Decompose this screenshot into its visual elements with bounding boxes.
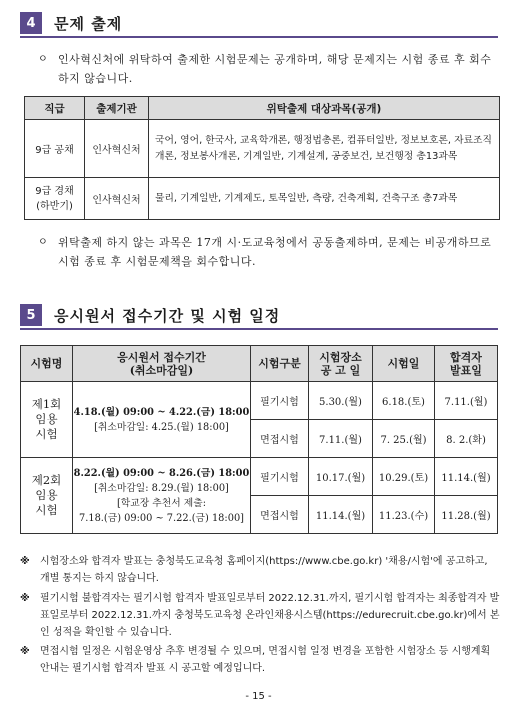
exam-schedule-table: [20, 345, 498, 534]
result-date-cell: 11.14.(월): [435, 458, 498, 496]
section-underline: [20, 328, 498, 330]
bullet-text: 위탁출제 하지 않는 과목은 17개 시·도교육청에서 공동출제하며, 문제는 비공개하므로 시험 종료 후 시험문제책을 회수합니다.: [58, 236, 492, 268]
header-grade: 직급: [25, 97, 85, 120]
table-row: [25, 178, 500, 220]
section-5-header: [20, 300, 498, 330]
header-type: 시험구분: [251, 346, 309, 382]
exam-date-cell: 10.29.(토): [373, 458, 435, 496]
exam-date-cell: 6.18.(토): [373, 382, 435, 420]
application-period-cell: 8.22.(월) 09:00 ~ 8.26.(금) 18:00 [취소마감일: 8.29.(월) 18:00] [학교장 추천서 제출: 7.18.(금) 09:00 ~ 7.22.(금) 18:00]: [73, 458, 251, 534]
note-item: [20, 553, 500, 587]
exam-date-cell: 7. 25.(월): [373, 420, 435, 458]
exam-type-cell: 면접시험: [251, 420, 309, 458]
subjects-cell: 물리, 기계일반, 기계제도, 토목일반, 측량, 건축계획, 건축구조 총7과목: [149, 178, 500, 220]
bullet-text: 인사혁신처에 위탁하여 출제한 시험문제는 공개하며, 해당 문제지는 시험 종료 후 회수하지 않습니다.: [58, 53, 492, 85]
outsourced-subjects-table: [24, 96, 500, 220]
header-result-date: 합격자 발표일: [435, 346, 498, 382]
table-header-row: [21, 346, 498, 382]
page-number: - 15 -: [245, 691, 272, 702]
exam-date-cell: 11.23.(수): [373, 496, 435, 534]
table-row: [25, 120, 500, 178]
grade-text: 9급 경채: [35, 185, 74, 197]
exam-type-cell: 필기시험: [251, 382, 309, 420]
exam-type-cell: 면접시험: [251, 496, 309, 534]
note-text: 면접시험 일정은 시험운영상 추후 변경될 수 있으며, 면접시험 일정 변경을 포함한 시험장소 등 시행계획 안내는 필기시험 합격자 발표 시 공고할 예정입니다.: [40, 646, 491, 674]
section-title: 문제 출제: [54, 14, 123, 33]
grade-cell: 9급 공채: [25, 120, 85, 178]
table-row: [21, 458, 498, 496]
header-exam-date: 시험일: [373, 346, 435, 382]
header-round: 시험명: [21, 346, 73, 382]
venue-date-cell: 7.11.(월): [309, 420, 373, 458]
note-mark: ※: [20, 646, 30, 657]
section-title: 응시원서 접수기간 및 시험 일정: [54, 306, 281, 325]
note-text: 필기시험 불합격자는 필기시험 합격자 발표일로부터 2022.12.31.까지, 필기시험 합격자는 최종합격자 발표일로부터 2022.12.31.까지 충청북도교육청 온라인채용시스템(https://edurecruit.cbe.go.kr)에서 본인 성적을 확인할 수 있습니다.: [40, 593, 500, 638]
section-number: 5: [20, 304, 42, 326]
section-underline: [20, 36, 498, 38]
grade-cell: [25, 178, 85, 220]
org-cell: 인사혁신처: [85, 120, 149, 178]
result-date-cell: 8. 2.(화): [435, 420, 498, 458]
application-period-cell: 4.18.(월) 09:00 ~ 4.22.(금) 18:00 [취소마감일: 4.25.(월) 18:00]: [73, 382, 251, 458]
note-item: [20, 643, 500, 677]
header-org: 출제기관: [85, 97, 149, 120]
venue-date-cell: 5.30.(월): [309, 382, 373, 420]
header-venue-announce: 시험장소 공 고 일: [309, 346, 373, 382]
section-number: 4: [20, 12, 42, 34]
round-name-cell: 제1회 임용 시험: [21, 382, 73, 458]
table-header-row: [25, 97, 500, 120]
note-text: 시험장소와 합격자 발표는 충청북도교육청 홈페이지(https://www.cbe.go.kr) '채용/시험'에 공고하고, 개별 통지는 하지 않습니다.: [40, 556, 488, 584]
bullet-paragraph: [38, 50, 498, 88]
result-date-cell: 11.28.(월): [435, 496, 498, 534]
note-mark: ※: [20, 593, 30, 604]
note-mark: ※: [20, 556, 30, 567]
result-date-cell: 7.11.(월): [435, 382, 498, 420]
exam-type-cell: 필기시험: [251, 458, 309, 496]
note-item: [20, 590, 500, 641]
bullet-mark: ㅇ: [38, 54, 49, 65]
header-subjects: 위탁출제 대상과목(공개): [149, 97, 500, 120]
table-row: [21, 382, 498, 420]
subjects-cell: 국어, 영어, 한국사, 교육학개론, 행정법총론, 컴퓨터일반, 정보보호론, 자료조직개론, 정보봉사개론, 기계일반, 기계설계, 공중보건, 보건행정 총13과목: [149, 120, 500, 178]
venue-date-cell: 10.17.(월): [309, 458, 373, 496]
section-4-header: [20, 8, 498, 38]
org-cell: 인사혁신처: [85, 178, 149, 220]
header-period: 응시원서 접수기간 (취소마감일): [73, 346, 251, 382]
venue-date-cell: 11.14.(월): [309, 496, 373, 534]
round-name-cell: 제2회 임용 시험: [21, 458, 73, 534]
grade-subtext: (하반기): [36, 200, 73, 212]
bullet-paragraph: [38, 233, 498, 271]
bullet-mark: ㅇ: [38, 237, 49, 248]
